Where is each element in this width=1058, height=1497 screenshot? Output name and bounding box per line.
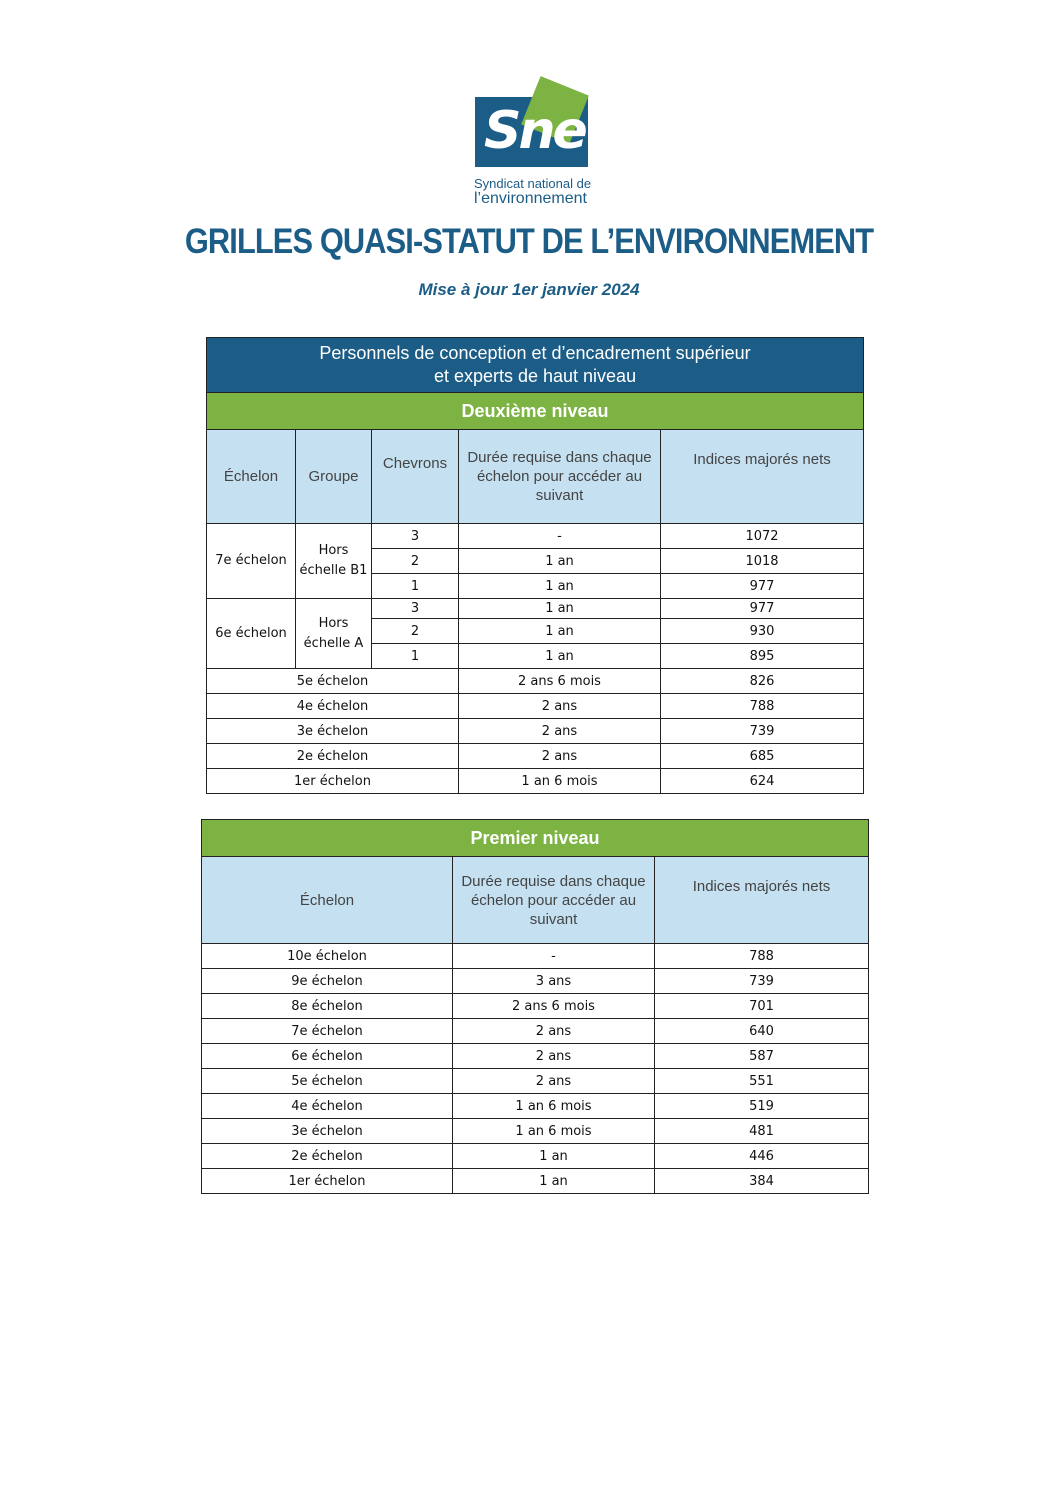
table-cell: 2e échelon bbox=[207, 744, 459, 769]
table-cell: 701 bbox=[655, 994, 869, 1019]
table-cell: 1018 bbox=[661, 549, 864, 574]
table-cell: - bbox=[453, 944, 655, 969]
table-cell: 1 an bbox=[459, 549, 661, 574]
table-cell: 640 bbox=[655, 1019, 869, 1044]
table-cell: 2 ans bbox=[453, 1069, 655, 1094]
table-cell: 1 an bbox=[459, 619, 661, 644]
table1-groupe-7: Hors échelle B1 bbox=[296, 524, 372, 599]
table1-header-groupe: Groupe bbox=[296, 430, 372, 524]
table-cell: 1 an bbox=[459, 599, 661, 619]
table-cell: 739 bbox=[661, 719, 864, 744]
table1-title bbox=[207, 338, 864, 393]
table-cell: 1 an 6 mois bbox=[453, 1119, 655, 1144]
table-cell: 788 bbox=[655, 944, 869, 969]
table-cell: 2 ans bbox=[459, 744, 661, 769]
logo-line-2: l’environnement bbox=[474, 190, 587, 207]
table-cell: 1 an bbox=[453, 1169, 655, 1194]
table1-echelon-7: 7e échelon bbox=[207, 524, 296, 599]
table-cell: 10e échelon bbox=[202, 944, 453, 969]
table1-title-line-2: et experts de haut niveau bbox=[433, 366, 637, 386]
table2-header-echelon: Échelon bbox=[202, 857, 453, 944]
table-cell: 2 ans 6 mois bbox=[453, 994, 655, 1019]
table-cell: 1 an bbox=[459, 644, 661, 669]
table-cell: 3e échelon bbox=[207, 719, 459, 744]
table-cell: 624 bbox=[661, 769, 864, 794]
table-cell: 551 bbox=[655, 1069, 869, 1094]
table-cell: 3 ans bbox=[453, 969, 655, 994]
table-cell: - bbox=[459, 524, 661, 549]
logo-mark: Sne bbox=[484, 101, 585, 161]
table-cell: 977 bbox=[661, 599, 864, 619]
table-cell: 6e échelon bbox=[202, 1044, 453, 1069]
table1-header-duree: Durée requise dans chaque échelon pour accéder au suivant bbox=[459, 430, 661, 524]
table-premier-niveau bbox=[201, 819, 869, 1194]
table-cell: 739 bbox=[655, 969, 869, 994]
table-cell: 1 an bbox=[459, 574, 661, 599]
table-cell: 3e échelon bbox=[202, 1119, 453, 1144]
table-cell: 446 bbox=[655, 1144, 869, 1169]
table1-header-echelon: Échelon bbox=[207, 430, 296, 524]
logo-line-1: Syndicat national de bbox=[474, 176, 592, 191]
table-cell: 481 bbox=[655, 1119, 869, 1144]
page-subtitle: Mise à jour 1er janvier 2024 bbox=[418, 280, 640, 299]
table-deuxieme-niveau bbox=[206, 337, 864, 794]
table-cell: 7e échelon bbox=[202, 1019, 453, 1044]
table-cell: 4e échelon bbox=[202, 1094, 453, 1119]
table-cell: 519 bbox=[655, 1094, 869, 1119]
table-cell: 5e échelon bbox=[207, 669, 459, 694]
table1-header-chevrons: Chevrons bbox=[372, 430, 459, 524]
table-cell: 1 bbox=[372, 644, 459, 669]
table-cell: 1072 bbox=[661, 524, 864, 549]
table-cell: 9e échelon bbox=[202, 969, 453, 994]
table-cell: 1er échelon bbox=[202, 1169, 453, 1194]
table-cell: 977 bbox=[661, 574, 864, 599]
table1-groupe-6: Hors échelle A bbox=[296, 599, 372, 669]
table2-header-duree: Durée requise dans chaque échelon pour accéder au suivant bbox=[453, 857, 655, 944]
table-cell: 384 bbox=[655, 1169, 869, 1194]
table-cell: 2 bbox=[372, 619, 459, 644]
table-cell: 826 bbox=[661, 669, 864, 694]
table-cell: 2 ans bbox=[459, 719, 661, 744]
table-cell: 2e échelon bbox=[202, 1144, 453, 1169]
table2-header-indices: Indices majorés nets bbox=[655, 857, 869, 944]
table-cell: 1 an 6 mois bbox=[459, 769, 661, 794]
table-cell: 3 bbox=[372, 599, 459, 619]
table-cell: 895 bbox=[661, 644, 864, 669]
table1-echelon-6: 6e échelon bbox=[207, 599, 296, 669]
table1-header-indices: Indices majorés nets bbox=[661, 430, 864, 524]
table-cell: 788 bbox=[661, 694, 864, 719]
table1-title-line-1: Personnels de conception et d’encadrement supérieur bbox=[319, 343, 751, 363]
table-cell: 5e échelon bbox=[202, 1069, 453, 1094]
table-cell: 587 bbox=[655, 1044, 869, 1069]
table-cell: 2 ans bbox=[459, 694, 661, 719]
table-cell: 4e échelon bbox=[207, 694, 459, 719]
table-cell: 2 ans bbox=[453, 1044, 655, 1069]
table2-level: Premier niveau bbox=[202, 820, 869, 857]
table-cell: 685 bbox=[661, 744, 864, 769]
table-cell: 1 an 6 mois bbox=[453, 1094, 655, 1119]
table-cell: 2 ans 6 mois bbox=[459, 669, 661, 694]
table-cell: 2 ans bbox=[453, 1019, 655, 1044]
sne-logo bbox=[474, 80, 592, 210]
table1-level: Deuxième niveau bbox=[207, 393, 864, 430]
table-cell: 930 bbox=[661, 619, 864, 644]
table-cell: 8e échelon bbox=[202, 994, 453, 1019]
table-cell: 1 bbox=[372, 574, 459, 599]
table-cell: 1 an bbox=[453, 1144, 655, 1169]
table-cell: 3 bbox=[372, 524, 459, 549]
page-title: GRILLES QUASI-STATUT DE L’ENVIRONNEMENT bbox=[184, 222, 874, 261]
table-cell: 2 bbox=[372, 549, 459, 574]
table-cell: 1er échelon bbox=[207, 769, 459, 794]
